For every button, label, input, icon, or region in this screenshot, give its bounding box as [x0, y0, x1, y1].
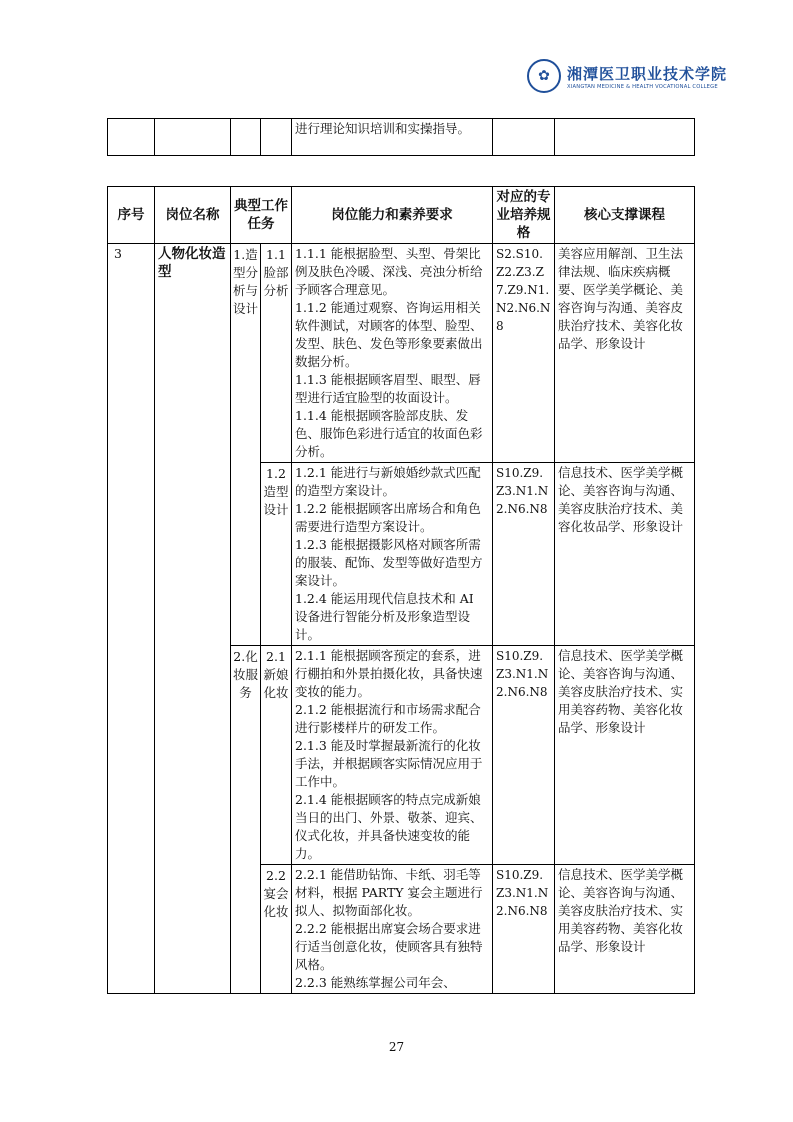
requirement-item: 1.1.1 能根据脸型、头型、骨架比例及肤色冷暖、深浅、亮浊分析给予顾客合理意见。: [295, 246, 483, 297]
cell-spec: S10.Z9.Z3.N1.N2.N6.N8: [493, 865, 555, 994]
header-spec: 对应的专业培养规格: [493, 187, 555, 244]
requirement-item: 1.2.4 能运用现代信息技术和 AI 设备进行智能分析及形象造型设计。: [295, 591, 474, 642]
cell-task-level1: 2.化妆服务: [231, 646, 261, 994]
requirement-item: 1.1.2 能通过观察、咨询运用相关软件测试，对顾客的体型、脸型、发型、肤色、发色等形象要素做出数据分析。: [295, 300, 483, 369]
position-ability-table: [107, 186, 695, 994]
cell-requirements: [292, 244, 493, 463]
table-header-row: [108, 187, 695, 244]
cell-spec: S2.S10.Z2.Z3.Z7.Z9.N1.N2.N6.N8: [493, 244, 555, 463]
table-row: [108, 244, 695, 463]
cell-task-level1: 1.造型分析与设计: [231, 244, 261, 646]
logo-subtitle: XIANGTAN MEDICINE & HEALTH VOCATIONAL COLLEGE: [567, 83, 718, 90]
requirement-item: 2.2.3 能熟练掌握公司年会、: [295, 975, 456, 990]
cell-courses: 信息技术、医学美学概论、美容咨询与沟通、美容皮肤治疗技术、美容化妆品学、形象设计: [555, 463, 695, 646]
cell-courses: 信息技术、医学美学概论、美容咨询与沟通、美容皮肤治疗技术、实用美容药物、美容化妆品学、形象设计: [555, 865, 695, 994]
header-courses: 核心支撑课程: [555, 187, 695, 244]
cell-courses: 信息技术、医学美学概论、美容咨询与沟通、美容皮肤治疗技术、实用美容药物、美容化妆品学、形象设计: [555, 646, 695, 865]
header-requirements: 岗位能力和素养要求: [292, 187, 493, 244]
cell-task-level2: 1.1脸部分析: [261, 244, 292, 463]
cell-task-level2: 2.1新娘化妆: [261, 646, 292, 865]
college-emblem-icon: ✿: [527, 59, 561, 93]
previous-table-fragment: [107, 118, 695, 156]
cell-courses: 美容应用解剖、卫生法律法规、临床疾病概要、医学美学概论、美容咨询与沟通、美容皮肤治疗技术、美容化妆品学、形象设计: [555, 244, 695, 463]
requirement-item: 2.2.2 能根据出席宴会场合要求进行适当创意化妆，使顾客具有独特风格。: [295, 921, 483, 972]
cell-task-level2: 2.2宴会化妆: [261, 865, 292, 994]
cell-requirements: [292, 463, 493, 646]
requirement-item: 1.2.1 能进行与新娘婚纱款式匹配的造型方案设计。: [295, 465, 481, 498]
cell-index: 3: [108, 244, 155, 994]
requirement-item: 2.1.3 能及时掌握最新流行的化妆手法，并根据顾客实际情况应用于工作中。: [295, 738, 483, 789]
requirement-item: 2.1.4 能根据顾客的特点完成新娘当日的出门、外景、敬茶、迎宾、仪式化妆，并具备快速变妆的能力。: [295, 792, 483, 861]
header-task: 典型工作任务: [231, 187, 292, 244]
requirement-item: 1.2.3 能根据摄影风格对顾客所需的服装、配饰、发型等做好造型方案设计。: [295, 537, 483, 588]
cell-requirements: 进行理论知识培训和实操指导。: [292, 119, 493, 156]
header-index: 序号: [108, 187, 155, 244]
college-logo: [527, 56, 737, 96]
cell-task-level2: 1.2造型设计: [261, 463, 292, 646]
cell-spec: S10.Z9.Z3.N1.N2.N6.N8: [493, 463, 555, 646]
requirement-item: 2.1.1 能根据顾客预定的套系，进行棚拍和外景拍摄化妆，具备快速变妆的能力。: [295, 648, 483, 699]
cell-requirements: [292, 865, 493, 994]
header-position: 岗位名称: [155, 187, 231, 244]
logo-title: 湘潭医卫职业技术学院: [567, 64, 728, 83]
requirement-item: 2.1.2 能根据流行和市场需求配合进行影楼样片的研发工作。: [295, 702, 481, 735]
cell-position: 人物化妆造型: [155, 244, 231, 994]
table-row: [108, 119, 695, 156]
requirement-item: 1.2.2 能根据顾客出席场合和角色需要进行造型方案设计。: [295, 501, 481, 534]
cell-requirements: [292, 646, 493, 865]
cell-spec: S10.Z9.Z3.N1.N2.N6.N8: [493, 646, 555, 865]
page-number: 27: [388, 1040, 405, 1054]
requirement-item: 2.2.1 能借助钻饰、卡纸、羽毛等材料，根据 PARTY 宴会主题进行拟人、拟物面部化妆。: [295, 867, 483, 918]
requirement-item: 1.1.3 能根据顾客眉型、眼型、唇型进行适宜脸型的妆面设计。: [295, 372, 481, 405]
requirement-item: 1.1.4 能根据顾客脸部皮肤、发色、服饰色彩进行适宜的妆面色彩分析。: [295, 408, 483, 459]
